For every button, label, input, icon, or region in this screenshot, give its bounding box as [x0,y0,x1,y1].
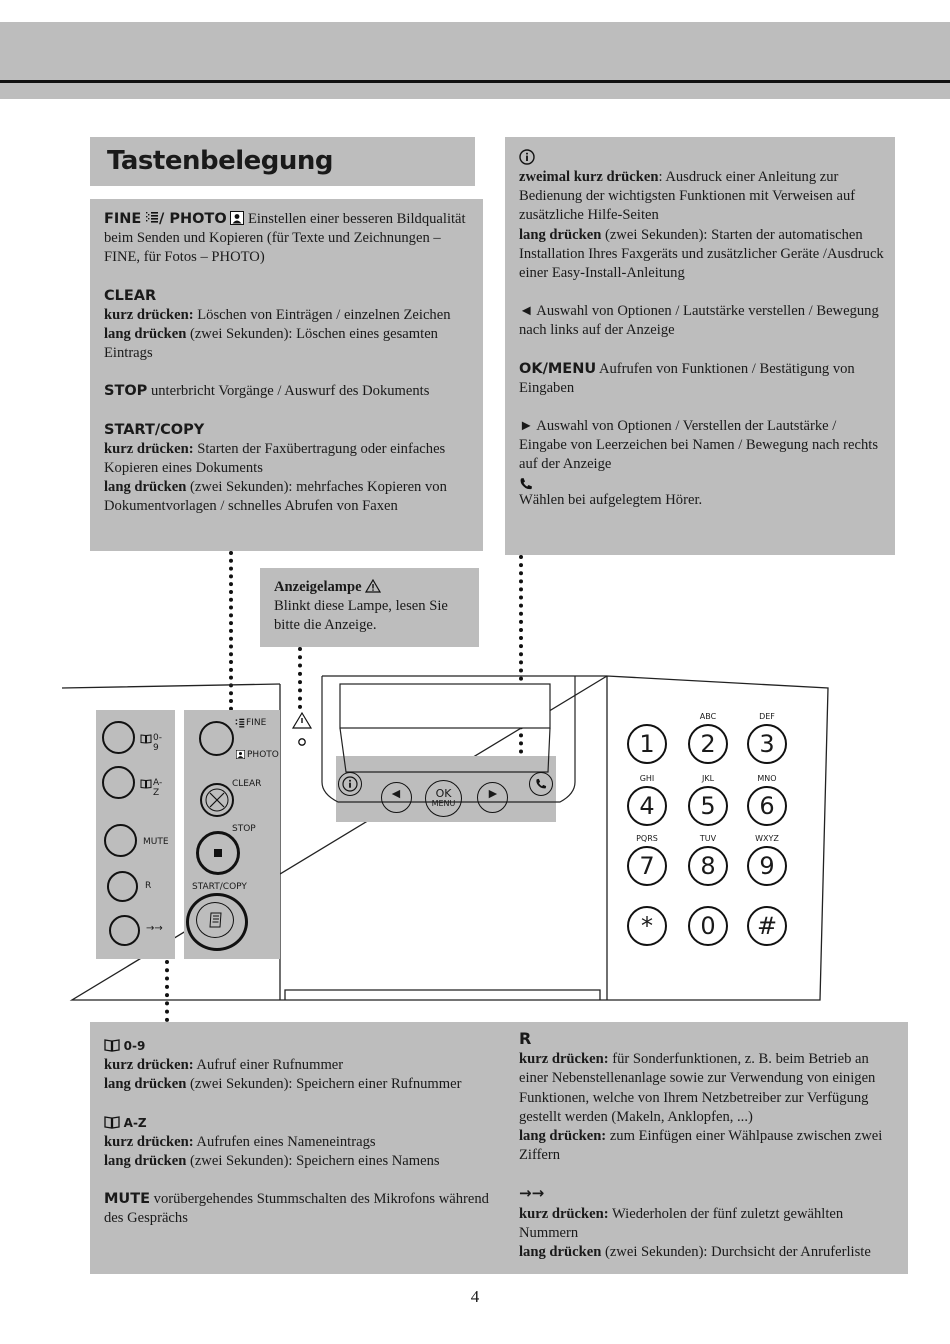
keypad-digit: 6 [759,792,775,820]
startcopy-long-key: lang drücken [104,479,187,496]
info-icon [519,149,535,165]
num-short-key: kurz drücken: [104,1057,194,1074]
key-r-label: R [145,881,152,891]
okmenu-text: Aufrufen von Funktionen / Bestätigung von Eingaben [519,360,855,396]
startcopy-short-key: kurz drücken: [104,440,194,457]
num-entry [104,1037,494,1095]
bottom-left-description-box [90,1022,508,1274]
photo-label: / PHOTO [159,211,227,227]
info-long-text: (zwei Sekunden): Starten der automatischen Installation Ihres Faxgeräts und zusätzlicher Geräte /Ausdruck einer Easy-Install-Anleitung [519,226,884,282]
phonebook-icon [104,1116,120,1129]
key-mute[interactable] [104,824,137,857]
r-label: R [519,1029,532,1048]
okmenu-entry [519,360,884,398]
r-long-text: zum Einfügen einer Wählpause zwischen zwei Ziffern [519,1128,883,1164]
keypad-key-star[interactable] [627,906,667,946]
clear-long-key: lang drücken [104,326,187,343]
keypad-key-7[interactable] [627,846,667,886]
redial-short-text: Wiederholen der fünf zuletzt gewählten Nummern [519,1205,844,1241]
r-long-key: lang drücken: [519,1128,607,1145]
startcopy-long-text: (zwei Sekunden): mehrfaches Kopieren von Dokumentvorlagen / schnelles Abrufen von Faxen [104,479,447,515]
keypad-key-0[interactable] [688,906,728,946]
handsfree-text: Wählen bei aufgelegtem Hörer. [519,491,703,508]
key-0-9[interactable] [102,721,135,754]
clear-icon [202,785,232,815]
redial-entry [519,1184,894,1262]
menu-label: MENU [431,799,456,808]
left-arrow-text: Auswahl von Optionen / Lautstärke verstellen / Bewegung nach links auf der Anzeige [519,303,879,339]
mute-label: MUTE [104,1191,150,1208]
az-entry [104,1114,494,1172]
keypad-digit: 4 [639,792,655,820]
az-short-text: Aufrufen eines Nameneintrags [193,1133,376,1150]
keypad-key-2[interactable] [688,724,728,764]
clear-entry [104,287,469,364]
keypad-key-8[interactable] [688,846,728,886]
info-icon [339,773,361,795]
key-handsfree[interactable] [529,772,553,796]
header-band [0,22,950,80]
keypad-digit: 5 [700,792,716,820]
left-arrow-entry [519,302,884,340]
info-short-text: : Ausdruck einer Anleitung zur Bedienung der wichtigsten Funktionen mit Verweisen auf zusätzliche Hilfe-Seiten [519,169,856,224]
handset-icon [535,778,547,790]
key-a-z[interactable] [102,766,135,799]
phonebook-icon [140,779,152,789]
keypad-letters: DEF [759,712,775,721]
info-entry [519,168,884,283]
left-description-box [90,199,483,551]
key-startcopy-label: START/COPY [192,882,247,892]
fine-icon [235,718,245,728]
stop-entry [104,382,469,401]
r-entry [519,1029,894,1165]
redial-label: →→ [519,1184,545,1203]
keypad-digit: 1 [639,730,655,758]
keypad-letters: ABC [699,712,717,721]
document-icon [209,912,223,928]
right-arrow-entry [519,417,884,475]
key-stop-label: STOP [232,824,256,834]
redial-long-text: (zwei Sekunden): Durchsicht der Anruferliste [601,1244,871,1261]
keypad-key-5[interactable] [688,786,728,826]
page-title: Tastenbelegung [90,137,475,186]
keypad-digit: 2 [700,730,716,758]
bottom-right-description-box [508,1022,908,1274]
ok-label: OK [435,787,452,800]
header-band-lower [0,83,950,99]
startcopy-short-text: Starten der Faxübertragung oder einfaches Kopieren eines Dokuments [104,440,446,477]
keypad-digit: # [756,912,778,940]
photo-icon [230,211,244,225]
keypad-letters: GHI [639,774,655,783]
keypad-key-3[interactable] [747,724,787,764]
phonebook-icon [104,1039,120,1052]
page-number: 4 [470,1287,480,1306]
stop-icon [214,849,222,857]
key-stop[interactable] [196,831,240,875]
keypad-digit: 0 [700,912,716,940]
az-long-text: (zwei Sekunden): Speichern eines Namens [186,1153,440,1170]
key-redial[interactable] [109,915,140,946]
key-mute-label: MUTE [143,837,169,847]
redial-short-key: kurz drücken: [519,1205,609,1222]
keypad-key-4[interactable] [627,786,667,826]
r-short-text: für Sonderfunktionen, z. B. beim Betrieb an einer Nebenstellenanlage sowie zur Verwendung von einigen Funktionen, welche von Ihrem Netzbetreiber zur Verfügung gestellt werden (Makeln, Anklopfen, ...) [519,1051,876,1125]
r-short-key: kurz drücken: [519,1051,609,1068]
lamp-indicator [293,713,311,745]
key-clear-label: CLEAR [232,779,262,789]
lamp-entry [274,578,469,636]
keypad-letters: TUV [699,834,717,843]
fine-photo-text: Einstellen einer besseren Bildqualität beim Senden und Kopieren (für Texte und Zeichnungen – FINE, für Fotos – PHOTO) [104,211,466,266]
left-arrow-icon: ◄ [389,787,403,802]
keypad-key-1[interactable] [627,724,667,764]
key-left-arrow[interactable] [381,782,412,813]
key-startcopy[interactable] [186,893,248,951]
redial-long-key: lang drücken [519,1244,602,1261]
keypad-letters: MNO [757,774,777,783]
keypad-key-6[interactable] [747,786,787,826]
lamp-description-box [260,568,479,647]
clear-long-text: (zwei Sekunden): Löschen eines gesamten Eintrags [104,326,438,362]
num-long-text: (zwei Sekunden): Speichern einer Rufnummer [186,1076,462,1093]
okmenu-label: OK/MENU [519,360,597,377]
num-short-text: Aufruf einer Rufnummer [193,1057,344,1074]
keypad-letters: PQRS [636,834,658,843]
clear-label: CLEAR [104,287,157,304]
key-clear[interactable] [200,783,234,817]
clear-short-text: Löschen von Einträgen / einzelnen Zeichen [193,306,451,323]
right-arrow-text: Auswahl von Optionen / Verstellen der Lautstärke / Eingabe von Leerzeichen bei Namen / Bewegung nach rechts auf der Anzeige [519,418,879,473]
mute-entry [104,1190,494,1228]
key-redial-label: →→ [146,923,163,934]
stop-text: unterbricht Vorgänge / Auswurf des Dokuments [147,383,430,400]
photo-icon [236,750,245,759]
keypad-letters: JKL [701,774,715,783]
info-long-key: lang drücken [519,226,602,243]
key-ok-menu[interactable] [425,780,462,817]
mute-text: vorübergehendes Stummschalten des Mikrofons während des Gesprächs [104,1191,489,1227]
fine-label: FINE [104,211,142,227]
key-fine-label: FINE [246,718,267,728]
key-r[interactable] [107,871,138,902]
phonebook-icon [140,734,152,744]
keypad-key-hash[interactable] [747,906,787,946]
lamp-label: Anzeigelampe [274,579,362,595]
keypad-digit: 3 [759,730,775,758]
fine-icon [145,211,159,225]
key-photo-label: PHOTO [247,750,279,760]
key-right-arrow[interactable] [477,782,508,813]
az-long-key: lang drücken [104,1153,187,1170]
lamp-text: Blinkt diese Lampe, lesen Sie bitte die Anzeige. [274,598,448,634]
keypad-digit: 8 [700,852,716,880]
key-fine-photo[interactable] [199,721,234,756]
right-arrow-icon: ► [486,787,500,802]
keypad-digit: 9 [759,852,775,880]
keypad-digit: * [641,912,653,940]
az-short-key: kurz drücken: [104,1133,194,1150]
startcopy-label: START/COPY [104,421,205,438]
startcopy-entry [104,421,469,517]
az-label: A-Z [123,1115,147,1130]
handset-icon [519,477,533,491]
clear-short-key: kurz drücken: [104,306,194,323]
stop-label: STOP [104,383,148,400]
key-0-9-label: 0-9 [153,733,162,753]
left-arrow-icon: ◄ [519,303,534,320]
keypad-digit: 7 [639,852,655,880]
info-short-key: zweimal kurz drücken [519,169,659,185]
num-long-key: lang drücken [104,1076,187,1093]
warning-icon [365,579,381,593]
keypad-letters: WXYZ [755,834,779,843]
key-a-z-label: A-Z [153,778,163,798]
key-info[interactable] [338,772,362,796]
num-label: 0-9 [123,1039,146,1053]
right-arrow-icon: ► [519,418,534,435]
keypad-key-9[interactable] [747,846,787,886]
right-description-box [505,137,895,555]
fine-photo-entry [104,210,469,268]
